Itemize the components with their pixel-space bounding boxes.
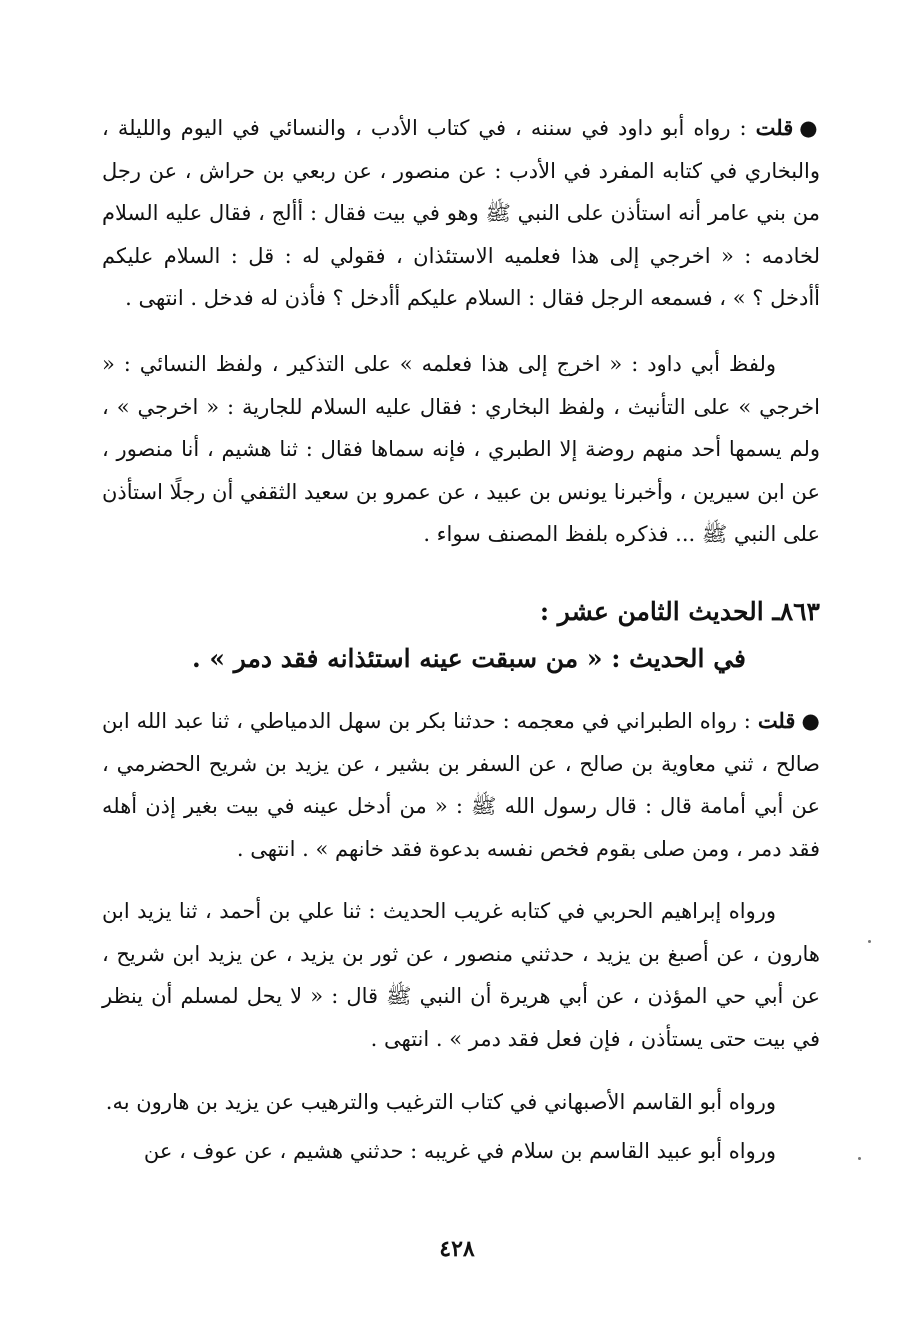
scan-speck xyxy=(868,940,871,943)
hadith-text-heading xyxy=(192,637,746,681)
scan-speck xyxy=(858,1157,861,1160)
paragraph-1 xyxy=(102,107,820,320)
paragraph-2 xyxy=(102,343,820,556)
paragraph-6-text: ورواه أبو عبيد القاسم بن سلام في غريبه : حدثني هشيم ، عن عوف ، عن xyxy=(143,1139,776,1163)
hadith-heading-line-2: في الحديث : « من سبقت عينه استئذانه فقد دمر » . xyxy=(191,644,746,673)
paragraph-4-text: ورواه إبراهيم الحربي في كتابه غريب الحديث : ثنا علي بن أحمد ، ثنا يزيد ابن هارون ، عن أصبغ بن يزيد ، حدثني منصور ، عن ثور بن يزيد ، عن يزيد ابن شريح ، عن أبي حي المؤذن ، عن أبي هريرة أن النبي ﷺ قال : « لا يحل لمسلم أن ينظر في بيت حتى يستأذن ، فإن فعل فقد دمر » . انتهى . xyxy=(102,899,820,1051)
bullet-mark: ● xyxy=(799,115,820,140)
paragraph-2-text: ولفظ أبي داود : « اخرج إلى هذا فعلمه » على التذكير ، ولفظ النسائي : « اخرجي » على التأنيث ، ولفظ البخاري : فقال عليه السلام للجارية : « اخرجي » ، ولم يسمها أحد منهم روضة إلا الطبري ، فإنه سماها فقال : ثنا هشيم ، أنا منصور ، عن ابن سيرين ، وأخبرنا يونس بن عبيد ، عن عمرو بن سعيد الثقفي أن رجلًا استأذن على النبي ﷺ ... فذكره بلفظ المصنف سواء . xyxy=(102,352,820,546)
paragraph-5-text: ورواه أبو القاسم الأصبهاني في كتاب الترغيب والترهيب عن يزيد بن هارون به. xyxy=(105,1090,776,1114)
hadith-heading-line-1: ٨٦٣ـ الحديث الثامن عشر : xyxy=(539,597,820,626)
paragraph-1-text: : رواه أبو داود في سننه ، في كتاب الأدب ، والنسائي في اليوم والليلة ، والبخاري في كتابه المفرد في الأدب : عن منصور ، عن ربعي بن حراش ، عن رجل من بني عامر أنه استأذن على النبي ﷺ وهو في بيت فقال : أألج ، فقال عليه السلام لخادمه : « اخرجي إلى هذا فعلميه الاستئذان ، فقولي له : قل : السلام عليكم أأدخل ؟ » ، فسمعه الرجل فقال : السلام عليكم أأدخل ؟ فأذن له فدخل . انتهى . xyxy=(102,116,820,310)
paragraph-6 xyxy=(102,1130,820,1173)
bullet-mark: ● xyxy=(801,708,821,733)
paragraph-3-text: : رواه الطبراني في معجمه : حدثنا بكر بن سهل الدمياطي ، ثنا عبد الله ابن صالح ، ثني معاوية بن صالح ، عن السفر بن بشير ، عن يزيد بن شريح الحضرمي ، عن أبي أمامة قال : قال رسول الله ﷺ : « من أدخل عينه في بيت بغير إذن أهله فقد دمر ، ومن صلى بقوم فخص نفسه بدعوة فقد خانهم » . انتهى . xyxy=(102,709,820,861)
page-number: ٤٢٨ xyxy=(439,1236,475,1262)
paragraph-5 xyxy=(102,1081,820,1124)
paragraph-lead-word: قلت xyxy=(755,115,794,140)
paragraph-4 xyxy=(102,890,820,1060)
paragraph-3 xyxy=(102,700,820,870)
hadith-number-heading xyxy=(102,590,820,634)
paragraph-lead-word: قلت xyxy=(757,708,796,733)
